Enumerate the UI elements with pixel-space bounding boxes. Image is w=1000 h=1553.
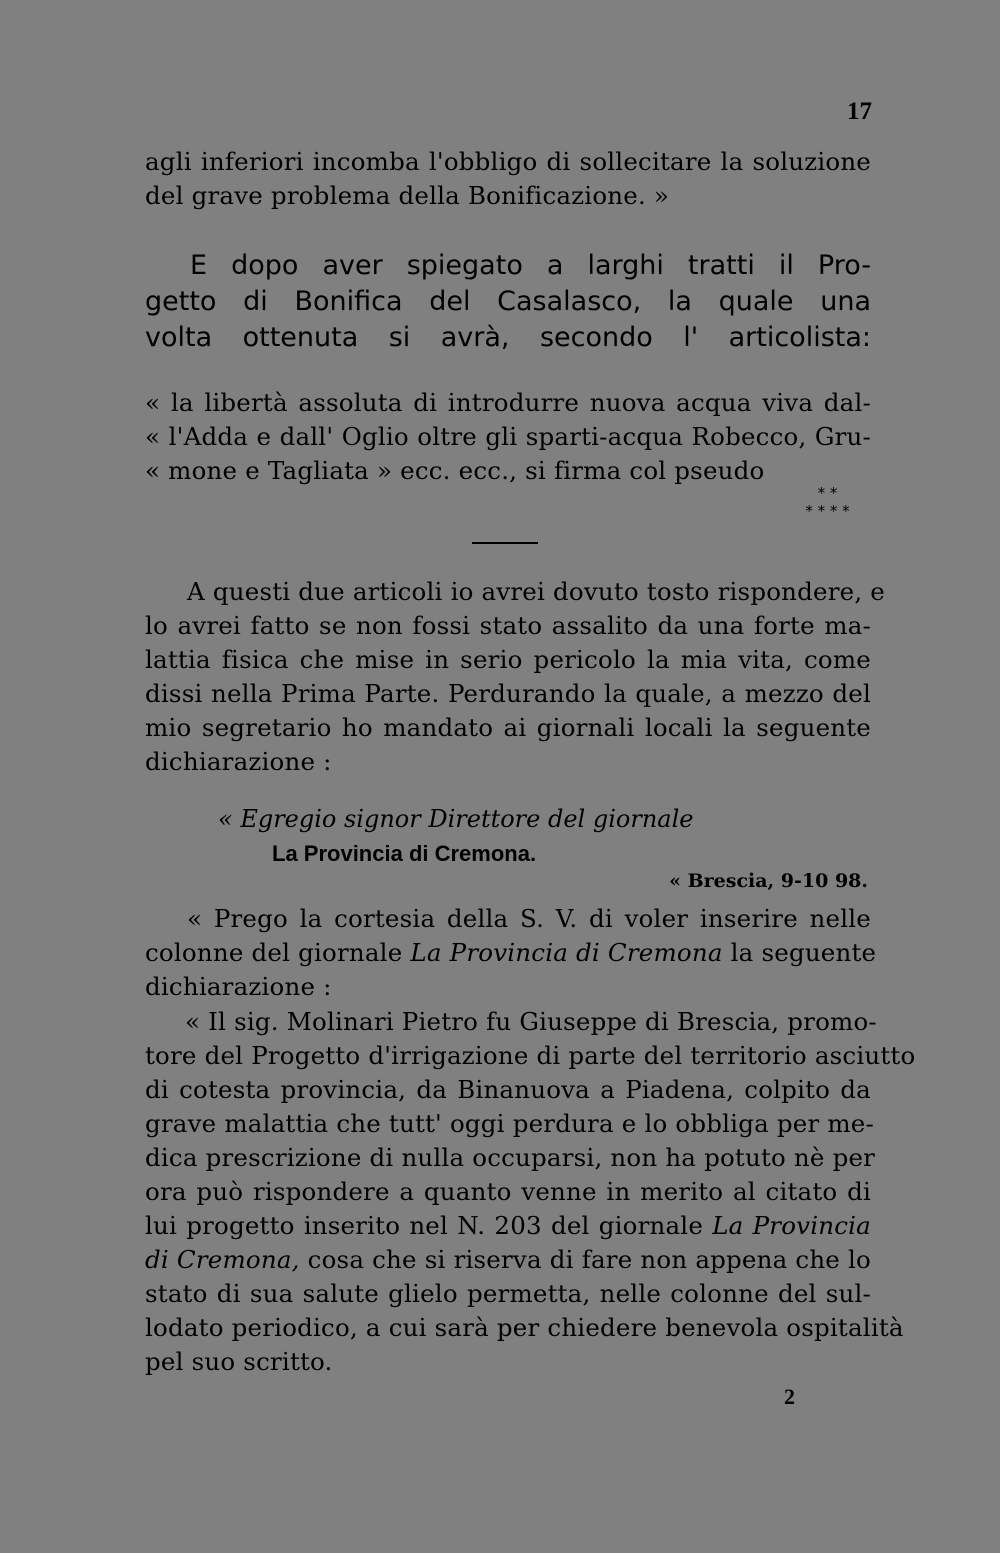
text-line — [145, 1209, 871, 1243]
text-line: lodato periodico, a cui sarà per chiedere benevola ospitalità — [145, 1313, 904, 1342]
text-line: di cotesta provincia, da Binanuova a Piadena, colpito da — [145, 1075, 871, 1104]
pseudonym-asterisks — [780, 484, 875, 520]
text-line: dichiarazione : — [145, 747, 332, 776]
paragraph-1 — [145, 145, 871, 213]
heading-line: volta ottenuta si avrà, secondo l' articolista: — [145, 322, 871, 353]
text-segment: colonne del giornale — [145, 938, 411, 967]
letter-newspaper-name: La Provincia di Cremona. — [272, 841, 537, 866]
text-line: pel suo scritto. — [145, 1347, 333, 1376]
text-line: lo avrei fatto se non fossi stato assalito da una forte ma- — [145, 611, 871, 640]
text-line: « l'Adda e dall' Oglio oltre gli sparti-acqua Robecco, Gru- — [145, 422, 871, 451]
text-line: agli inferiori incomba l'obbligo di sollecitare la soluzione — [145, 147, 871, 176]
text-segment: cosa che si riserva di fare non appena che lo — [299, 1245, 871, 1274]
text-line: « la libertà assoluta di introdurre nuova acqua viva dal- — [145, 388, 871, 417]
heading-line: getto di Bonifica del Casalasco, la quale una — [145, 286, 871, 317]
text-line: mio segretario ho mandato ai giornali locali la seguente — [145, 713, 871, 742]
heading-paragraph — [145, 248, 871, 356]
pseudonym-bottom: * * * * — [805, 502, 850, 520]
text-segment: lui progetto inserito nel N. 203 del giornale — [145, 1211, 713, 1240]
quote-paragraph — [145, 386, 871, 488]
text-line — [145, 936, 877, 970]
paragraph-4 — [145, 1005, 916, 1379]
text-line: grave malattia che tutt' oggi perdura e lo obbliga per me- — [145, 1109, 874, 1138]
text-line: « Il sig. Molinari Pietro fu Giuseppe di Brescia, promo- — [185, 1007, 877, 1036]
text-line: ora può rispondere a quanto venne in merito al citato di — [145, 1177, 871, 1206]
newspaper-title: di Cremona, — [145, 1245, 300, 1274]
text-line: lattia fisica che mise in serio pericolo la mia vita, come — [145, 645, 871, 674]
text-line: del grave problema della Bonificazione. » — [145, 181, 670, 210]
text-line: dichiarazione : — [145, 972, 332, 1001]
text-line: dica prescrizione di nulla occuparsi, non ha potuto nè per — [145, 1143, 876, 1172]
signature-mark: 2 — [784, 1384, 795, 1409]
text-line: dissi nella Prima Parte. Perdurando la quale, a mezzo del — [145, 679, 871, 708]
letter-salutation: « Egregio signor Direttore del giornale — [218, 805, 694, 833]
section-divider — [472, 542, 538, 544]
text-segment: la seguente — [722, 938, 877, 967]
text-line — [145, 1243, 871, 1277]
paragraph-2 — [145, 575, 886, 779]
newspaper-title: La Provincia di Cremona — [410, 938, 723, 967]
pseudonym-top: * * — [817, 484, 838, 502]
newspaper-title: La Provincia — [712, 1211, 871, 1240]
text-line: « mone e Tagliata » ecc. ecc., si firma col pseudo — [145, 456, 765, 485]
paragraph-3 — [145, 902, 877, 1004]
text-line: stato di sua salute glielo permetta, nelle colonne del sul- — [145, 1279, 871, 1308]
letter-date: « Brescia, 9-10 98. — [669, 870, 868, 892]
text-line: A questi due articoli io avrei dovuto tosto rispondere, e — [187, 577, 886, 606]
text-line: tore del Progetto d'irrigazione di parte del territorio asciutto — [145, 1041, 916, 1070]
text-line: « Prego la cortesia della S. V. di voler inserire nelle — [187, 904, 871, 933]
page-number: 17 — [847, 98, 872, 125]
heading-line: E dopo aver spiegato a larghi tratti il Pro- — [190, 250, 871, 281]
